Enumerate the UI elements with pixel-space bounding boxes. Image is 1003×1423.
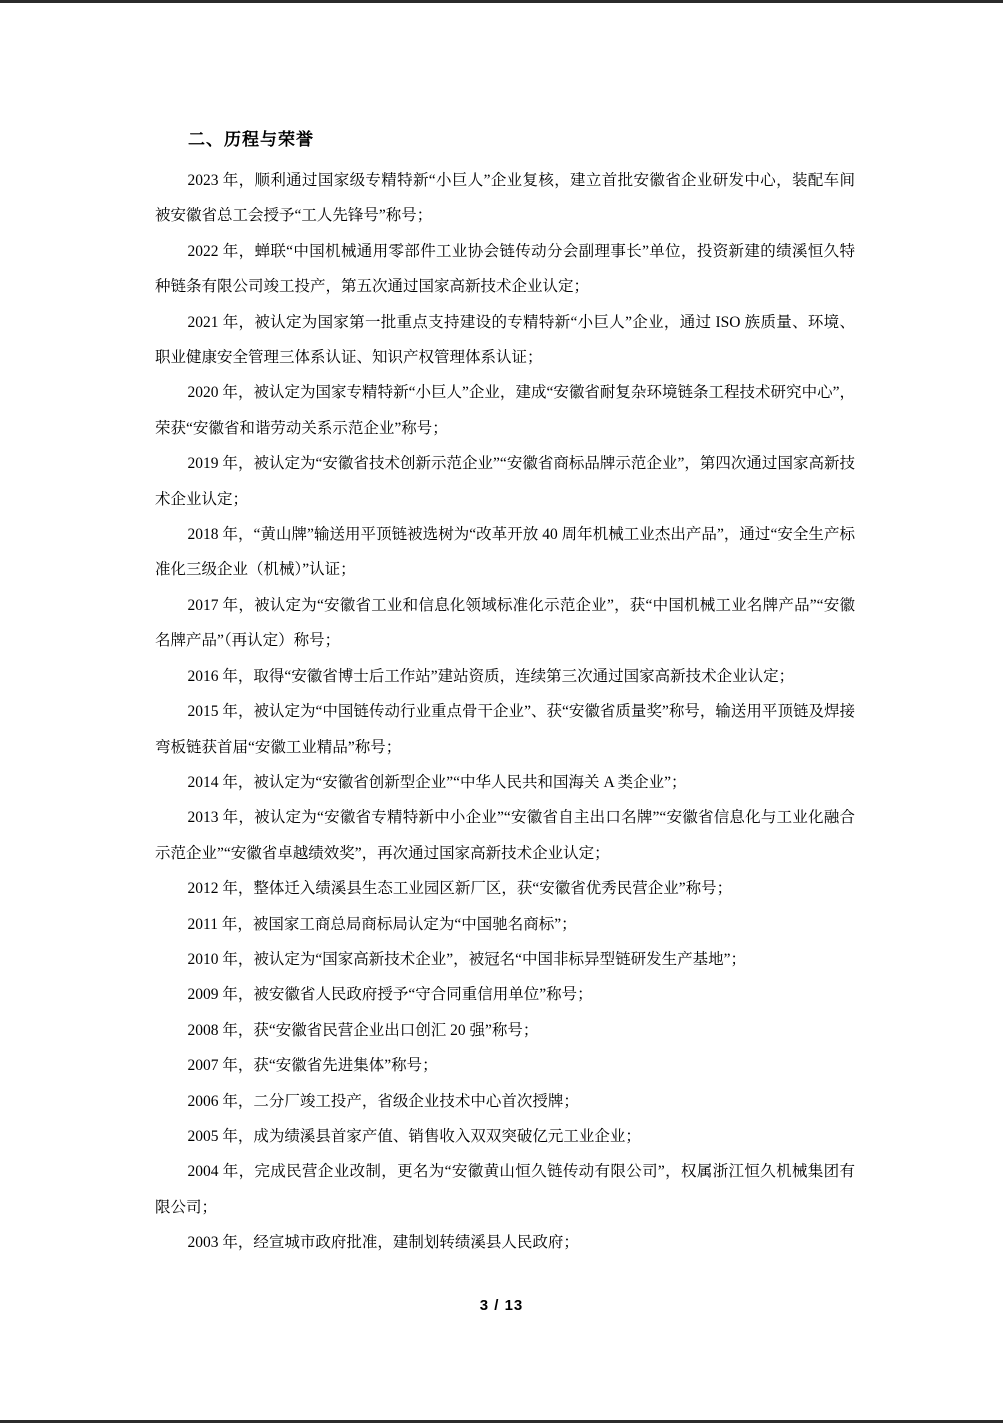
timeline-entry-2015: 2015 年，被认定为“中国链传动行业重点骨干企业”、获“安徽省质量奖”称号，输送用平顶链及焊接弯板链获首届“安徽工业精品”称号； — [155, 703, 855, 756]
page-number: 3 / 13 — [479, 1297, 524, 1314]
timeline-entry-2005: 2005 年，成为绩溪县首家产值、销售收入双双突破亿元工业企业； — [187, 1127, 641, 1145]
timeline-entry-2017: 2017 年，被认定为“安徽省工业和信息化领域标准化示范企业”，获“中国机械工业名牌产品”“安徽名牌产品”（再认定）称号； — [155, 596, 855, 650]
timeline-entry-2013: 2013 年，被认定为“安徽省专精特新中小企业”“安徽省自主出口名牌”“安徽省信息化与工业化融合示范企业”“安徽省卓越绩效奖”，再次通过国家高新技术企业认定； — [155, 809, 855, 862]
timeline-entry-2011: 2011 年，被国家工商总局商标局认定为“中国驰名商标”； — [187, 915, 577, 933]
timeline-entry-2016: 2016 年，取得“安徽省博士后工作站”建站资质，连续第三次通过国家高新技术企业认定； — [187, 667, 795, 685]
timeline-entry-2009: 2009 年，被安徽省人民政府授予“守合同重信用单位”称号； — [187, 986, 593, 1004]
timeline-entry-2003: 2003 年，经宣城市政府批准，建制划转绩溪县人民政府； — [187, 1234, 579, 1252]
section-heading: 二、历程与荣誉 — [188, 130, 314, 149]
timeline-entry-2020: 2020 年，被认定为国家专精特新“小巨人”企业，建成“安徽省耐复杂环境链条工程技术研究中心”，荣获“安徽省和谐劳动关系示范企业”称号； — [155, 384, 855, 437]
page-footer — [0, 1297, 1003, 1315]
timeline-entry-2006: 2006 年，二分厂竣工投产，省级企业技术中心首次授牌； — [187, 1092, 579, 1110]
timeline-entry-2010: 2010 年，被认定为“国家高新技术企业”，被冠名“中国非标异型链研发生产基地”； — [187, 950, 746, 968]
page-top-edge — [0, 0, 1003, 3]
timeline-entry-2021: 2021 年，被认定为国家第一批重点支持建设的专精特新“小巨人”企业，通过 ISO 族质量、环境、职业健康安全管理三体系认证、知识产权管理体系认证； — [155, 313, 855, 367]
timeline-entry-2023: 2023 年，顺利通过国家级专精特新“小巨人”企业复核，建立首批安徽省企业研发中心，装配车间被安徽省总工会授予“工人先锋号”称号； — [155, 172, 855, 225]
timeline-entry-2014: 2014 年，被认定为“安徽省创新型企业”“中华人民共和国海关 A 类企业”； — [187, 773, 687, 791]
timeline-entry-2012: 2012 年，整体迁入绩溪县生态工业园区新厂区，获“安徽省优秀民营企业”称号； — [187, 880, 733, 898]
timeline-entry-2007: 2007 年，获“安徽省先进集体”称号； — [187, 1057, 438, 1075]
timeline-entry-2019: 2019 年，被认定为“安徽省技术创新示范企业”“安徽省商标品牌示范企业”，第四次通过国家高新技术企业认定； — [155, 455, 855, 508]
timeline-entry-2008: 2008 年，获“安徽省民营企业出口创汇 20 强”称号； — [187, 1021, 539, 1039]
timeline-entry-2018: 2018 年，“黄山牌”输送用平顶链被选树为“改革开放 40 周年机械工业杰出产品”，通过“安全生产标准化三级企业（机械）”认证； — [155, 526, 855, 579]
timeline-entry-2004: 2004 年，完成民营企业改制，更名为“安徽黄山恒久链传动有限公司”，权属浙江恒久机械集团有限公司； — [155, 1163, 855, 1216]
timeline-entry-2022: 2022 年，蝉联“中国机械通用零部件工业协会链传动分会副理事长”单位，投资新建的绩溪恒久特种链条有限公司竣工投产，第五次通过国家高新技术企业认定； — [155, 242, 855, 296]
page-content — [155, 128, 855, 1261]
